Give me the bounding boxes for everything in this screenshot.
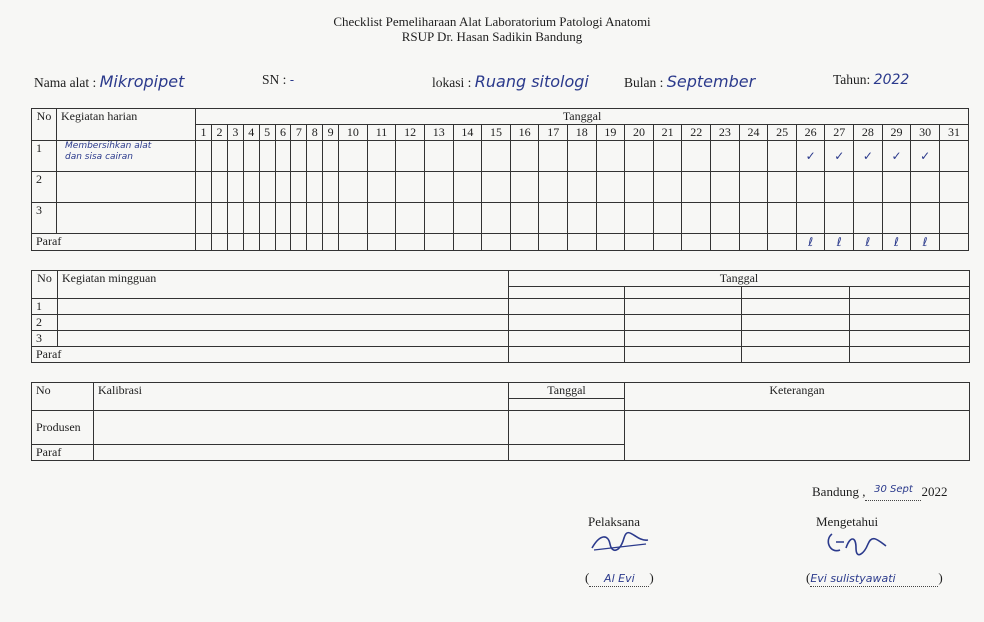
- day-paraf-cell: [682, 234, 711, 251]
- day-check-cell: [482, 172, 511, 203]
- day-check-cell: [323, 141, 339, 172]
- day-number-header: 13: [424, 125, 453, 141]
- mengetahui-signature-icon: [826, 528, 890, 563]
- day-check-cell: [739, 172, 768, 203]
- day-check-cell: ✓: [796, 141, 825, 172]
- day-check-cell: [307, 172, 323, 203]
- mengetahui-name-line: (Evi sulistyawati ): [806, 570, 943, 585]
- day-check-cell: [882, 172, 911, 203]
- day-check-cell: ✓: [825, 141, 854, 172]
- day-paraf-cell: [453, 234, 482, 251]
- day-check-cell: [275, 172, 291, 203]
- day-check-cell: ✓: [882, 141, 911, 172]
- calib-produsen-label: Produsen: [32, 411, 94, 445]
- tahun-field: [833, 72, 909, 88]
- bandung-date-handwritten: 30 Sept: [874, 484, 913, 495]
- daily-tanggal-header: Tanggal: [196, 109, 969, 125]
- day-number-header: 11: [367, 125, 396, 141]
- day-check-cell: [711, 203, 740, 234]
- day-check-cell: ✓: [854, 141, 883, 172]
- day-check-cell: [339, 172, 368, 203]
- day-paraf-cell: ℓ: [825, 234, 854, 251]
- day-check-cell: [212, 141, 228, 172]
- day-check-cell: [625, 203, 654, 234]
- daily-activity-cell: [57, 172, 196, 203]
- calib-kalibrasi-header: Kalibrasi: [94, 383, 509, 411]
- activity-line: Membersihkan alat: [65, 141, 152, 151]
- day-paraf-cell: [424, 234, 453, 251]
- day-check-cell: [596, 203, 625, 234]
- daily-activity-header: Kegiatan harian: [57, 109, 196, 141]
- day-check-cell: [568, 141, 597, 172]
- sn-value: -: [289, 73, 295, 87]
- daily-activity-cell: [57, 203, 196, 234]
- bandung-year: 2022: [921, 484, 948, 499]
- weekly-date-cell: [625, 287, 742, 299]
- weekly-no-header: No: [32, 271, 58, 299]
- sn-field: [262, 72, 294, 88]
- day-check-cell: [739, 203, 768, 234]
- day-check-cell: [711, 141, 740, 172]
- day-paraf-cell: ℓ: [911, 234, 940, 251]
- day-check-cell: [482, 203, 511, 234]
- day-check-cell: [396, 203, 425, 234]
- day-check-cell: [596, 141, 625, 172]
- day-check-cell: [227, 203, 243, 234]
- day-check-cell: [259, 141, 275, 172]
- day-number-header: 28: [854, 125, 883, 141]
- daily-row-no: 3: [32, 203, 57, 234]
- day-check-cell: [291, 203, 307, 234]
- day-check-cell: [307, 203, 323, 234]
- nama-alat-field: [34, 72, 184, 91]
- day-check-cell: [339, 141, 368, 172]
- day-check-cell: [259, 203, 275, 234]
- day-check-cell: [243, 141, 259, 172]
- lokasi-value: Ruang sitologi: [474, 72, 589, 91]
- day-check-cell: [196, 203, 212, 234]
- day-check-cell: [711, 172, 740, 203]
- day-number-header: 14: [453, 125, 482, 141]
- day-check-cell: [825, 203, 854, 234]
- weekly-row-no: 1: [32, 299, 58, 315]
- day-paraf-cell: [510, 234, 539, 251]
- day-check-cell: [653, 141, 682, 172]
- day-number-header: 1: [196, 125, 212, 141]
- day-check-cell: [307, 141, 323, 172]
- day-check-cell: [259, 172, 275, 203]
- day-paraf-cell: ℓ: [796, 234, 825, 251]
- day-check-cell: [396, 172, 425, 203]
- day-paraf-cell: [196, 234, 212, 251]
- day-check-cell: [539, 203, 568, 234]
- day-paraf-cell: [482, 234, 511, 251]
- weekly-checklist-table: [31, 270, 970, 363]
- day-check-cell: [625, 172, 654, 203]
- day-number-header: 4: [243, 125, 259, 141]
- day-paraf-cell: [711, 234, 740, 251]
- day-check-cell: [768, 141, 797, 172]
- day-check-cell: [510, 141, 539, 172]
- day-number-header: 24: [739, 125, 768, 141]
- calib-keterangan-header: Keterangan: [625, 383, 970, 411]
- document-title: [0, 14, 984, 44]
- day-check-cell: [424, 203, 453, 234]
- day-check-cell: [653, 203, 682, 234]
- day-number-header: 16: [510, 125, 539, 141]
- pelaksana-name: Al Evi: [604, 572, 635, 585]
- day-paraf-cell: [739, 234, 768, 251]
- day-number-header: 23: [711, 125, 740, 141]
- day-paraf-cell: [339, 234, 368, 251]
- day-check-cell: [396, 141, 425, 172]
- title-line-1: Checklist Pemeliharaan Alat Laboratorium Patologi Anatomi: [333, 14, 651, 29]
- day-paraf-cell: [539, 234, 568, 251]
- day-number-header: 18: [568, 125, 597, 141]
- day-paraf-cell: ℓ: [854, 234, 883, 251]
- sn-label: SN :: [262, 72, 287, 87]
- day-paraf-cell: [212, 234, 228, 251]
- day-check-cell: [212, 172, 228, 203]
- activity-line: dan sisa cairan: [65, 152, 133, 162]
- day-check-cell: [424, 172, 453, 203]
- day-check-cell: [939, 203, 968, 234]
- weekly-date-cell: [850, 287, 970, 299]
- mengetahui-name: Evi sulistyawati: [810, 572, 896, 585]
- day-check-cell: [568, 203, 597, 234]
- day-paraf-cell: [939, 234, 968, 251]
- calib-no-header: No: [32, 383, 94, 411]
- day-paraf-cell: [227, 234, 243, 251]
- nama-alat-value: Mikropipet: [99, 72, 185, 91]
- tahun-label: Tahun:: [833, 72, 871, 87]
- day-number-header: 26: [796, 125, 825, 141]
- day-check-cell: [212, 203, 228, 234]
- day-check-cell: [596, 172, 625, 203]
- day-number-header: 22: [682, 125, 711, 141]
- calibration-table: [31, 382, 970, 461]
- day-check-cell: [911, 172, 940, 203]
- day-number-header: 7: [291, 125, 307, 141]
- weekly-paraf-label: Paraf: [32, 347, 509, 363]
- day-number-header: 5: [259, 125, 275, 141]
- day-check-cell: [227, 172, 243, 203]
- day-check-cell: [482, 141, 511, 172]
- day-number-header: 20: [625, 125, 654, 141]
- day-number-header: 30: [911, 125, 940, 141]
- day-paraf-cell: [243, 234, 259, 251]
- weekly-row-no: 3: [32, 331, 58, 347]
- day-paraf-cell: [596, 234, 625, 251]
- day-check-cell: [768, 203, 797, 234]
- day-check-cell: [367, 141, 396, 172]
- pelaksana-signature-icon: [590, 530, 650, 561]
- pelaksana-name-line: ( Al Evi ): [585, 570, 654, 585]
- day-check-cell: [367, 203, 396, 234]
- day-paraf-cell: [625, 234, 654, 251]
- daily-no-header: No: [32, 109, 57, 141]
- day-check-cell: [291, 172, 307, 203]
- day-number-header: 8: [307, 125, 323, 141]
- calib-paraf-label: Paraf: [32, 445, 94, 461]
- day-number-header: 29: [882, 125, 911, 141]
- nama-alat-label: Nama alat :: [34, 75, 97, 90]
- day-paraf-cell: [275, 234, 291, 251]
- day-paraf-cell: [653, 234, 682, 251]
- day-check-cell: [825, 172, 854, 203]
- day-check-cell: [939, 141, 968, 172]
- day-number-header: 19: [596, 125, 625, 141]
- day-check-cell: [196, 141, 212, 172]
- day-check-cell: [196, 172, 212, 203]
- day-check-cell: [882, 203, 911, 234]
- day-number-header: 17: [539, 125, 568, 141]
- day-paraf-cell: [307, 234, 323, 251]
- day-check-cell: [510, 172, 539, 203]
- day-check-cell: [323, 172, 339, 203]
- day-number-header: 9: [323, 125, 339, 141]
- day-check-cell: [453, 172, 482, 203]
- day-paraf-cell: [396, 234, 425, 251]
- mengetahui-label: Mengetahui: [816, 514, 879, 529]
- weekly-date-cell: [742, 287, 850, 299]
- daily-row-no: 2: [32, 172, 57, 203]
- day-check-cell: [339, 203, 368, 234]
- day-check-cell: [568, 172, 597, 203]
- day-check-cell: [768, 172, 797, 203]
- bulan-label: Bulan :: [624, 75, 664, 90]
- day-paraf-cell: [323, 234, 339, 251]
- bulan-value: September: [666, 72, 756, 91]
- day-number-header: 2: [212, 125, 228, 141]
- day-check-cell: [796, 172, 825, 203]
- day-check-cell: [796, 203, 825, 234]
- day-paraf-cell: [259, 234, 275, 251]
- calib-tanggal-header: Tanggal: [509, 383, 625, 399]
- bandung-prefix: Bandung ,: [812, 484, 866, 499]
- bulan-field: [624, 72, 755, 91]
- day-check-cell: [275, 141, 291, 172]
- day-check-cell: [682, 203, 711, 234]
- day-check-cell: [625, 141, 654, 172]
- day-check-cell: [682, 141, 711, 172]
- day-number-header: 21: [653, 125, 682, 141]
- day-check-cell: [291, 141, 307, 172]
- day-check-cell: [275, 203, 291, 234]
- day-check-cell: [539, 172, 568, 203]
- lokasi-field: [432, 72, 589, 91]
- daily-checklist-table: [31, 108, 969, 251]
- day-check-cell: [323, 203, 339, 234]
- day-check-cell: [510, 203, 539, 234]
- weekly-row-no: 2: [32, 315, 58, 331]
- daily-activity-cell: [57, 141, 196, 172]
- day-number-header: 12: [396, 125, 425, 141]
- day-number-header: 31: [939, 125, 968, 141]
- day-check-cell: [739, 141, 768, 172]
- day-check-cell: [653, 172, 682, 203]
- lokasi-label: lokasi :: [432, 75, 472, 90]
- day-check-cell: [911, 203, 940, 234]
- day-check-cell: [539, 141, 568, 172]
- day-check-cell: [453, 203, 482, 234]
- weekly-tanggal-header: Tanggal: [509, 271, 970, 287]
- day-check-cell: [243, 203, 259, 234]
- bandung-date-line: [812, 484, 947, 501]
- daily-row-no: 1: [32, 141, 57, 172]
- day-number-header: 10: [339, 125, 368, 141]
- weekly-activity-header: Kegiatan mingguan: [58, 271, 509, 299]
- day-check-cell: [243, 172, 259, 203]
- day-check-cell: [424, 141, 453, 172]
- day-check-cell: [453, 141, 482, 172]
- day-number-header: 25: [768, 125, 797, 141]
- day-number-header: 6: [275, 125, 291, 141]
- day-number-header: 3: [227, 125, 243, 141]
- day-check-cell: [854, 203, 883, 234]
- title-line-2: RSUP Dr. Hasan Sadikin Bandung: [401, 29, 583, 44]
- weekly-date-cell: [509, 287, 625, 299]
- day-number-header: 15: [482, 125, 511, 141]
- day-check-cell: [939, 172, 968, 203]
- day-check-cell: [682, 172, 711, 203]
- day-check-cell: ✓: [911, 141, 940, 172]
- pelaksana-label: Pelaksana: [588, 514, 640, 529]
- daily-paraf-label: Paraf: [32, 234, 196, 251]
- day-paraf-cell: [291, 234, 307, 251]
- day-paraf-cell: ℓ: [882, 234, 911, 251]
- day-paraf-cell: [568, 234, 597, 251]
- day-check-cell: [367, 172, 396, 203]
- day-check-cell: [854, 172, 883, 203]
- day-check-cell: [227, 141, 243, 172]
- tahun-value: 2022: [873, 72, 910, 88]
- day-number-header: 27: [825, 125, 854, 141]
- day-paraf-cell: [367, 234, 396, 251]
- day-paraf-cell: [768, 234, 797, 251]
